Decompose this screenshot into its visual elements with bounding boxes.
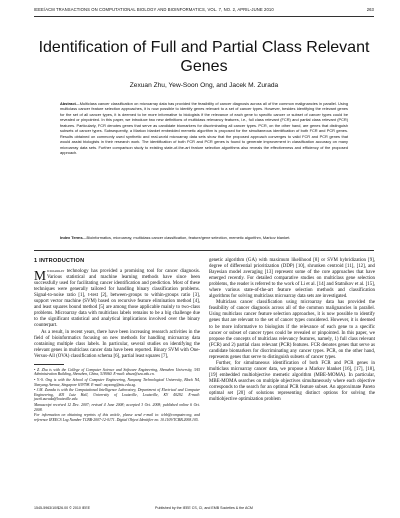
index-terms-text: —Bioinformatics, microarray, multiclass cancer classification, feature/gene selection, memetic algorithm, Markov blanket.	[82, 235, 291, 240]
footer-publisher: Published by the IEEE CS, CI, and EMB Societies & the ACM	[155, 506, 253, 510]
abstract	[60, 101, 348, 156]
left-column	[34, 258, 200, 423]
author-list: Zexuan Zhu, Yew-Soon Ong, and Jacek M. Zurada	[129, 82, 279, 89]
abstract-text: —Multiclass cancer classification on microarray data has provided the feasibility of cancer diagnosis across all of the common malignancies in parallel. Using multiclass cancer feature selection approaches, it is now possible to identify genes relevant to a set of cancer types. However, besides identifying the relevant genes for the set of all cancer types, it is deemed to be more informative to biologists if the relevance of each gene to specific cancer or subset of cancer types could be revealed or pinpointed. In this paper, we introduce two new definitions of multiclass relevancy features, i.e., full class relevant (FCR) and partial class relevant (PCR) features. Particularly, FCR denotes genes that serve as candidate biomarkers for discriminating all cancer types. PCR, on the other hand, are genes that distinguish subsets of cancer types. Subsequently, a Markov blanket embedded memetic algorithm is proposed for the simultaneous identification of both FCR and PCR genes. Results obtained on commonly used synthetic and real-world microarray data sets show that the proposed approach converges to valid FCR and PCR genes that would assist biologists in their research work. The identification of both FCR and PCR genes is found to generate improvement in classification accuracy on many microarray data sets. Further comparison study to existing state-of-the-art feature selection algorithms also reveals the effectiveness and efficiency of the proposed approach.	[60, 101, 348, 156]
intro-lead-word: icroarray	[47, 269, 65, 275]
abstract-rule	[34, 250, 374, 251]
intro-paragraph-1	[34, 269, 200, 329]
footnote-affiliation-zurada: • J.M. Zurada is with the Computational Intelligence Laboratory, Department of Electrical and Computer Engineering, 405 Lutz Hall, University of Louisville, Louisville, KY 40292. E-mail: jacek.zurada@louisville.edu.	[34, 388, 200, 402]
footnote-manuscript-dates: Manuscript received 12 Dec. 2007; revised 4 June 2008; accepted 3 Oct. 2008; published online 6 Oct. 2008.	[34, 402, 200, 412]
journal-name: IEEE/ACM TRANSACTIONS ON COMPUTATIONAL BIOLOGY AND BIOINFORMATICS, VOL. 7, NO. 2, APRIL-JUNE 2010	[34, 7, 274, 12]
paper-title: Identification of Full and Partial Class Relevant Genes	[38, 39, 370, 75]
footnotes	[34, 368, 200, 423]
footnote-affiliation-ong: • Y.-S. Ong is with the School of Computer Engineering, Nanyang Technological University, Block N4, Nanyang Avenue, Singapore 639798. E-mail: asysong@ntu.edu.sg.	[34, 377, 200, 387]
drop-cap: M	[34, 268, 47, 284]
right-paragraph-2: Multiclass cancer classification using microarray data has provided the feasibility of cancer diagnosis across all of the common malignancies in parallel. Using multiclass cancer feature selection approaches, it is now possible to identify genes that are relevant to the set of cancer types considered. However, it is deemed to be more informative to biologists if the relevance of each gene to a specific cancer or subset of cancer types could be revealed or pinpointed. In this paper, we propose the concepts of multiclass relevancy features, namely, 1) full class relevant (FCR) and 2) partial class relevant (PCR) features. FCR denotes genes that serve as candidate biomarkers for discriminating any cancer types. PCR, on the other hand, represents genes that serve to distinguish subsets of cancer types.	[209, 300, 375, 360]
page-number: 263	[366, 7, 374, 12]
intro-paragraph-2: As a result, in recent years, there have been increasing research activities in the field of bioinformatics focusing on new methods for handling microarray data containing multiple class labels. In particular, several studies on identifying the relevant genes in multiclass cancer data have been reported. Binary SVM with One-Versus-All (OVA) classification schema [6], partial least squares [7],	[34, 329, 200, 359]
index-terms	[60, 235, 348, 240]
footnote-rule	[34, 364, 64, 365]
abstract-label: Abstract	[60, 101, 76, 106]
header-rule	[34, 16, 374, 17]
footer-copyright: 1545-5963/10/$26.00 © 2010 IEEE	[34, 506, 90, 510]
footnote-reprints: For information on obtaining reprints of this article, please send e-mail to: tcbb@computer.org, and reference IEEECS Log Number TCBB-2007-12-0171. Digital Object Identifier no. 10.1109/TCBB.2008.105.	[34, 413, 200, 422]
section-heading: 1 INTRODUCTION	[34, 258, 85, 264]
running-head	[34, 7, 374, 15]
right-paragraph-3: Further, for simultaneous identification of both FCR and PCR genes in multiclass microarray cancer data, we propose a Markov blanket [16], [17], [18], [19] embedded multiobjective memetic algorithm (MBE-MOMA). In particular, MBE-MOMA searches on multiple objectives simultaneously where each objective corresponds to the search for an optimal PCR feature subset. An approximate Pareto optimal set [20] of solutions representing distinct options for solving the multiobjective optimization problem	[209, 360, 375, 403]
right-column	[209, 258, 375, 403]
intro-paragraph-1-text: technology has provided a promising tool for cancer diagnosis. Various statistical and machine learning methods have since been successfully used for facilitating cancer identification and prediction. Most of these techniques were generally tailored for handling binary classification problems. Signal-to-noise ratio [1], t-test [2], between-groups to within-groups ratio [3], support vector machine (SVM) based on recursive feature elimination method [4], and least squares bound method [5] are among those applicable mainly to two-class problems. Microarray data with multiclass labels remains to be a big challenge due to the significant statistical and analytical implications involved over the binary counterpart.	[34, 269, 200, 329]
footnote-affiliation-zhu: • Z. Zhu is with the College of Computer Science and Software Engineering, Shenzhen University, 3A5 Administration Building, Shenzhen, China, 518060. E-mail: zhuzx@szu.edu.cn.	[34, 367, 200, 377]
page-footer	[34, 506, 374, 513]
right-paragraph-1: genetic algorithm (GA) with maximum likelihood [8] or SVM hybridization [9], degree of differential prioritization (DDP) [10], shrunken centroid [11], [12], and Bayesian model averaging [13] represent some of the core approaches that have emerged recently. For detailed comparative studies on multiclass gene selection problems, the reader is referred to the work of Li et al. [14] and Statnikov et al. [15], where various state-of-the-art feature selection methods and classification algorithms for solving multiclass microarray data sets are investigated.	[209, 258, 375, 300]
index-terms-label: Index Terms	[60, 235, 83, 240]
